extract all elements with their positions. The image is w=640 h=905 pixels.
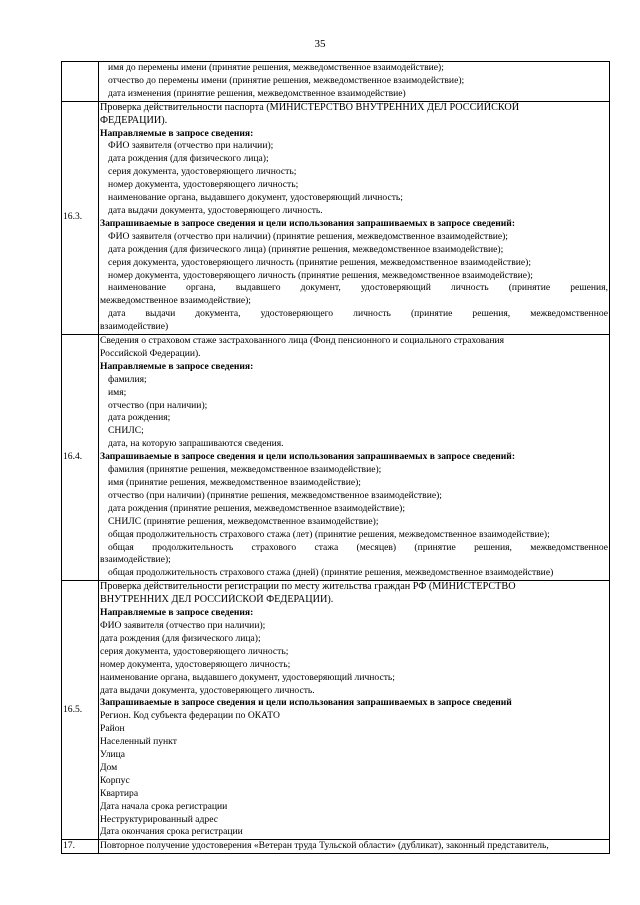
requested-field: Улица [100, 749, 126, 761]
requested-field: взаимодействие); [100, 554, 171, 566]
sent-field: дата выдачи документа, удостоверяющего личность. [108, 204, 323, 216]
row-content-cell [99, 840, 610, 854]
sent-field: номер документа, удостоверяющего личность; [100, 658, 291, 670]
requested-field: Район [100, 723, 125, 735]
sent-field: наименование органа, выдавшего документ, удостоверяющий личность; [108, 192, 403, 204]
table-row [62, 840, 610, 854]
row-title-line: Повторное получение удостоверения «Ветеран труда Тульской области» (дубликат), законный представитель, [100, 840, 549, 852]
table-row [62, 335, 610, 581]
requested-field: серия документа, удостоверяющего личность (принятие решения, межведомственное взаимодействие); [108, 256, 532, 268]
sent-field: дата рождения; [108, 412, 171, 424]
row-number: 16.3. [62, 101, 99, 334]
row-title-line: Проверка действительности регистрации по месту жительства граждан РФ (МИНИСТЕРСТВО [100, 581, 516, 593]
requested-field: общая продолжительность страхового стажа (дней) (принятие решения, межведомственное взаимодействие) [108, 567, 554, 579]
text-line: имя до перемены имени (принятие решения, межведомственное взаимодействие); [108, 62, 444, 73]
text-line: дата изменения (принятие решения, межведомственное взаимодействие) [108, 87, 406, 99]
row-number: 16.5. [62, 581, 99, 840]
requested-field: дата рождения (принятие решения, межведомственное взаимодействие); [108, 502, 405, 514]
requested-field: имя (принятие решения, межведомственное взаимодействие); [108, 477, 361, 488]
sent-field: дата рождения (для физического лица); [108, 153, 269, 165]
requested-field: номер документа, удостоверяющего личность (принятие решения, межведомственное взаимодействие); [108, 269, 533, 281]
text-line: отчество до перемены имени (принятие решения, межведомственное взаимодействие); [108, 74, 465, 86]
row-title-line: Проверка действительности паспорта (МИНИСТЕРСТВО ВНУТРЕННИХ ДЕЛ РОССИЙСКОЙ [100, 101, 520, 113]
sent-fields-heading: Направляемые в запросе сведения: [100, 127, 254, 139]
requested-field: взаимодействие) [100, 321, 169, 333]
requested-field: ФИО заявителя (отчество при наличии) (принятие решения, межведомственное взаимодействие); [108, 230, 508, 242]
row-number: 16.4. [62, 335, 99, 581]
sent-field: СНИЛС; [108, 425, 144, 437]
sent-field: ФИО заявителя (отчество при наличии); [108, 140, 274, 152]
requested-field: СНИЛС (принятие решения, межведомственное взаимодействие); [108, 515, 379, 527]
row-content-cell [99, 62, 610, 102]
requested-field: Корпус [100, 774, 130, 786]
sent-fields-heading: Направляемые в запросе сведения: [100, 360, 254, 372]
sent-field: наименование органа, выдавшего документ, удостоверяющий личность; [100, 671, 395, 683]
requested-field: Дата начала срока регистрации [100, 800, 228, 812]
requested-field: Дата окончания срока регистрации [100, 826, 243, 838]
row-title-line: ВНУТРЕННИХ ДЕЛ РОССИЙСКОЙ ФЕДЕРАЦИИ). [100, 594, 334, 606]
row-title-line: ФЕДЕРАЦИИ). [100, 114, 168, 126]
requested-field: дата рождения (для физического лица) (принятие решения, межведомственное взаимодействие); [108, 243, 504, 255]
requested-field: дата выдачи документа, удостоверяющего личность (принятие решения, межведомственное [108, 308, 608, 320]
requested-field: общая продолжительность страхового стажа (месяцев) (принятие решения, межведомственное [108, 541, 608, 553]
requested-field: Населенный пункт [100, 736, 177, 748]
row-number-cell [62, 62, 99, 102]
requested-field: Дом [100, 761, 118, 773]
sent-field: серия документа, удостоверяющего личность; [100, 645, 289, 657]
page-number: 35 [314, 38, 326, 50]
requested-field: Регион. Код субъекта федерации по ОКАТО [100, 710, 280, 722]
requested-field: общая продолжительность страхового стажа (лет) (принятие решения, межведомственное взаимодействие); [108, 528, 550, 540]
sent-field: дата выдачи документа, удостоверяющего личность. [100, 684, 315, 696]
table-row [62, 62, 610, 102]
table-row [62, 581, 610, 840]
row-title-line: Российской Федерации). [100, 347, 201, 359]
sent-field: фамилия; [108, 373, 147, 385]
sent-field: отчество (при наличии); [108, 399, 208, 411]
requested-field: Неструктурированный адрес [100, 813, 218, 825]
sent-field: имя; [108, 386, 127, 398]
row-content-cell [99, 581, 610, 840]
requested-field: наименование органа, выдавшего документ, удостоверяющий личность (принятие решения, [108, 282, 608, 294]
requested-field: межведомственное взаимодействие); [100, 295, 251, 307]
row-content-cell [99, 335, 610, 581]
sent-field: серия документа, удостоверяющего личность; [108, 166, 297, 178]
requested-field: отчество (при наличии) (принятие решения, межведомственное взаимодействие); [108, 489, 442, 501]
requested-fields-heading: Запрашиваемые в запросе сведения и цели использования запрашиваемых в запросе сведений: [100, 217, 516, 229]
sent-field: ФИО заявителя (отчество при наличии); [100, 619, 266, 631]
sent-field: дата рождения (для физического лица); [100, 632, 261, 644]
sent-field: дата, на которую запрашиваются сведения. [108, 438, 284, 450]
requested-fields-heading: Запрашиваемые в запросе сведения и цели использования запрашиваемых в запросе сведений [100, 697, 512, 709]
requested-fields-heading: Запрашиваемые в запросе сведения и цели использования запрашиваемых в запросе сведений: [100, 451, 516, 463]
requested-field: фамилия (принятие решения, межведомственное взаимодействие); [108, 464, 382, 476]
requested-field: Квартира [100, 787, 139, 799]
sent-fields-heading: Направляемые в запросе сведения: [100, 607, 254, 619]
requests-table [61, 61, 610, 854]
sent-field: номер документа, удостоверяющего личность; [108, 179, 299, 191]
row-title-line: Сведения о страховом стаже застрахованного лица (Фонд пенсионного и социального страхования [100, 335, 505, 347]
row-number: 17. [62, 840, 99, 854]
row-content-cell [99, 101, 610, 334]
table-row [62, 101, 610, 334]
